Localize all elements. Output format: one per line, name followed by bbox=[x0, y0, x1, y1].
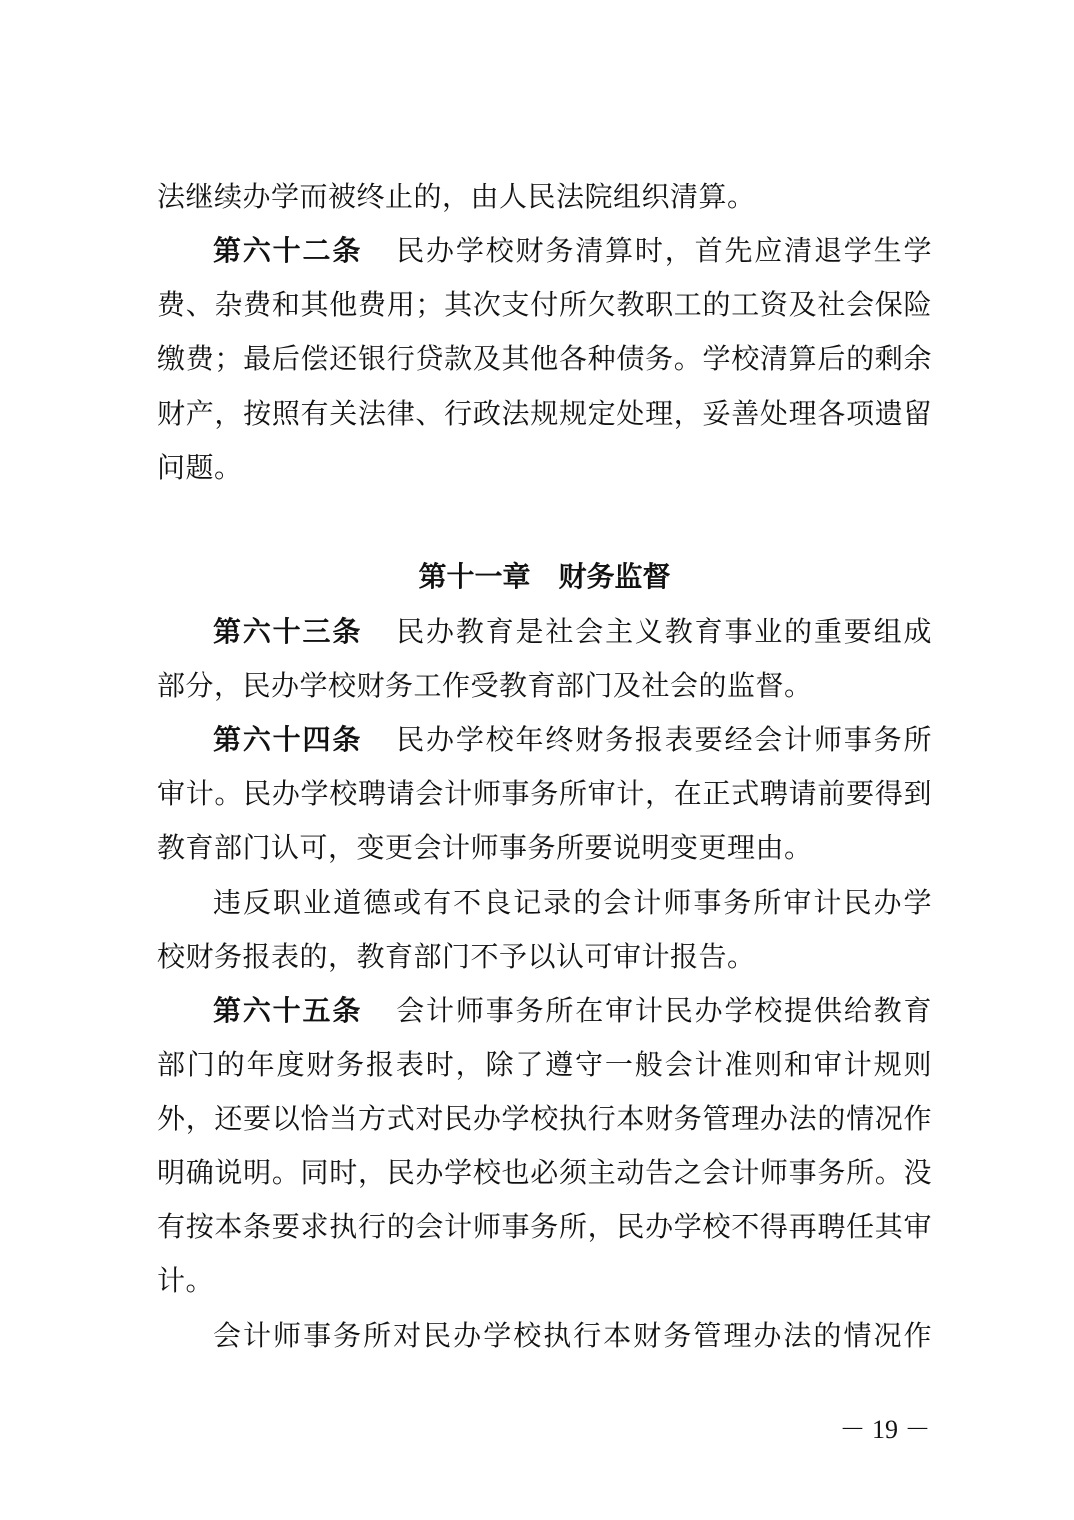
article-64-line-1 bbox=[213, 720, 932, 760]
article-64-line-2: 审计。民办学校聘请会计师事务所审计，在正式聘请前要得到 bbox=[157, 777, 932, 810]
chapter-heading: 第十一章 财务监督 bbox=[418, 560, 671, 593]
article-62-text: 民办学校财务清算时，首先应清退学生学 bbox=[396, 234, 932, 267]
page-number: － 19 － bbox=[839, 1415, 931, 1444]
article-63-text: 民办教育是社会主义教育事业的重要组成 bbox=[396, 615, 932, 648]
article-65-text: 会计师事务所在审计民办学校提供给教育 bbox=[396, 994, 932, 1027]
article-64-label: 第六十四条 bbox=[213, 723, 363, 756]
article-65-line-6: 计。 bbox=[157, 1264, 215, 1297]
article-65-line-4: 明确说明。同时，民办学校也必须主动告之会计师事务所。没 bbox=[157, 1156, 932, 1189]
article-65-paragraph-2-line-1: 会计师事务所对民办学校执行本财务管理办法的情况作 bbox=[213, 1319, 932, 1352]
body-line: 法继续办学而被终止的，由人民法院组织清算。 bbox=[157, 180, 756, 213]
article-65-label: 第六十五条 bbox=[213, 994, 363, 1027]
article-64-paragraph-2-line-1: 违反职业道德或有不良记录的会计师事务所审计民办学 bbox=[213, 886, 932, 919]
article-62-label: 第六十二条 bbox=[213, 234, 363, 267]
article-62-line-2: 费、杂费和其他费用；其次支付所欠教职工的工资及社会保险 bbox=[157, 288, 932, 321]
article-62-line-1 bbox=[213, 231, 932, 271]
article-65-line-5: 有按本条要求执行的会计师事务所，民办学校不得再聘任其审 bbox=[157, 1210, 932, 1243]
article-65-line-2: 部门的年度财务报表时，除了遵守一般会计准则和审计规则 bbox=[157, 1048, 932, 1081]
article-63-line-2: 部分，民办学校财务工作受教育部门及社会的监督。 bbox=[157, 669, 813, 702]
article-64-paragraph-2-line-2: 校财务报表的，教育部门不予以认可审计报告。 bbox=[157, 940, 756, 973]
article-64-line-3: 教育部门认可，变更会计师事务所要说明变更理由。 bbox=[157, 831, 813, 864]
article-63-label: 第六十三条 bbox=[213, 615, 363, 648]
article-62-line-4: 财产，按照有关法律、行政法规规定处理，妥善处理各项遗留 bbox=[157, 397, 932, 430]
article-65-line-3: 外，还要以恰当方式对民办学校执行本财务管理办法的情况作 bbox=[157, 1102, 932, 1135]
article-62-line-5: 问题。 bbox=[157, 451, 243, 484]
article-65-line-1 bbox=[213, 991, 932, 1031]
article-64-text: 民办学校年终财务报表要经会计师事务所 bbox=[396, 723, 932, 756]
article-63-line-1 bbox=[213, 612, 932, 652]
article-62-line-3: 缴费；最后偿还银行贷款及其他各种债务。学校清算后的剩余 bbox=[157, 342, 932, 375]
